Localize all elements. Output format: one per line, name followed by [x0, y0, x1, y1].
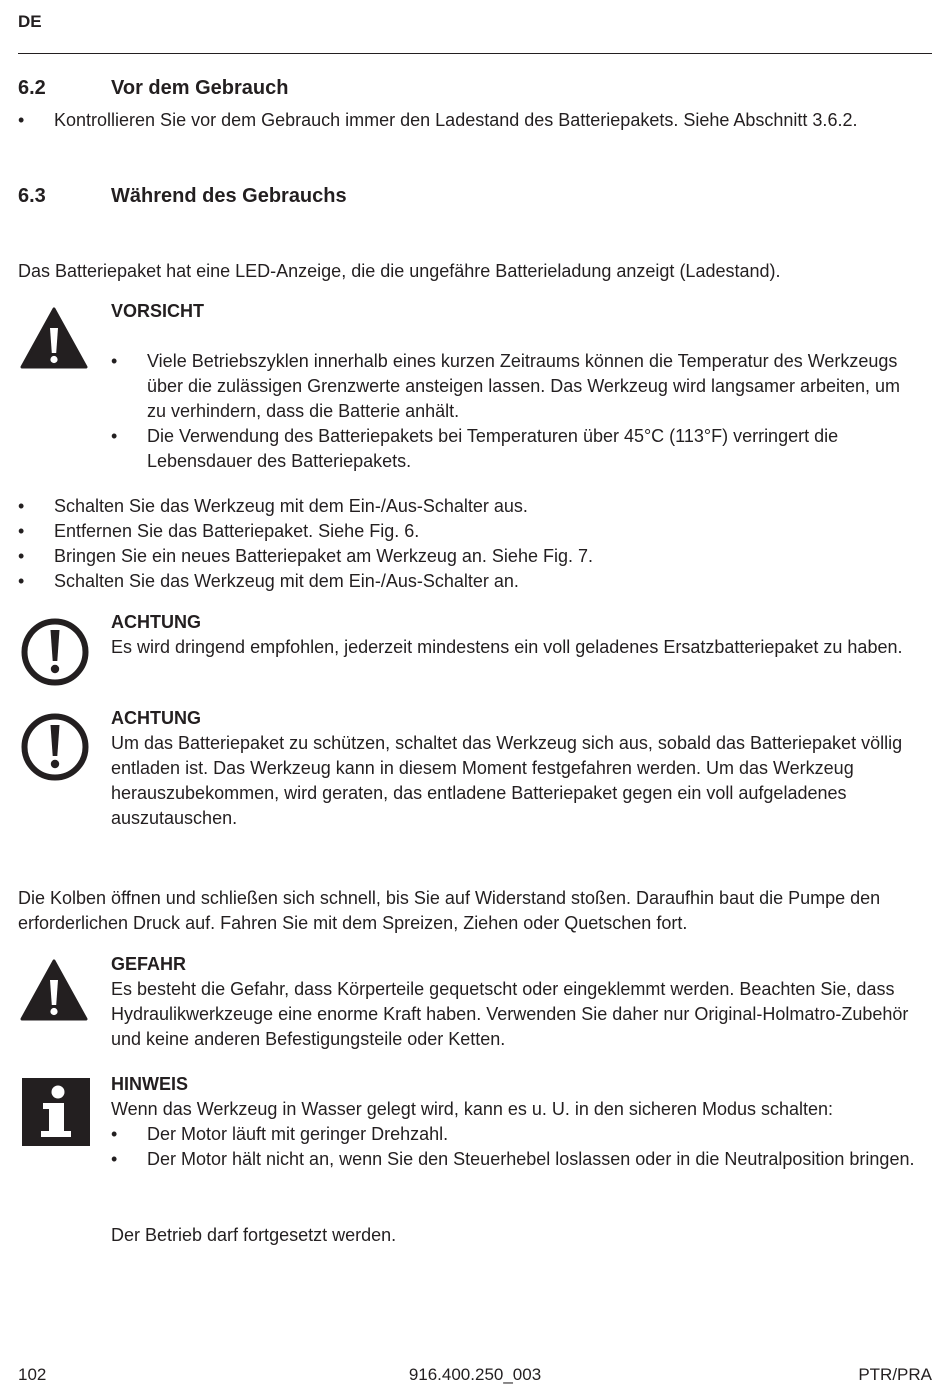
list-item: • Kontrollieren Sie vor dem Gebrauch immer den Ladestand des Batteriepakets. Siehe Abschnitt 3.6.2. [18, 108, 918, 133]
list-item: • Entfernen Sie das Batteriepaket. Siehe Fig. 6. [18, 519, 932, 544]
list-item: • Der Motor hält nicht an, wenn Sie den Steuerhebel loslassen oder in die Neutralposition bringen. [111, 1147, 932, 1172]
warning-triangle-icon [20, 958, 88, 1022]
language-code: DE [18, 12, 42, 31]
header-rule [18, 53, 932, 54]
exclamation-circle-icon [20, 617, 90, 687]
info-after-text: Der Betrieb darf fortgesetzt werden. [111, 1225, 397, 1245]
page-number: 102 [18, 1365, 47, 1384]
section-title-6-3: Während des Gebrauchs [111, 185, 347, 207]
list-item: • Die Verwendung des Batteriepakets bei Temperaturen über 45°C (113°F) verringert die Lebensdauer des Batteriepakets. [111, 424, 923, 474]
info-label: HINWEIS [111, 1074, 189, 1094]
exclamation-circle-icon [20, 712, 90, 782]
caution-label: VORSICHT [111, 301, 205, 321]
list-item: • Bringen Sie ein neues Batteriepaket am Werkzeug an. Siehe Fig. 7. [18, 544, 932, 569]
notice-label: ACHTUNG [111, 708, 201, 728]
operation-paragraph: Die Kolben öffnen und schließen sich schnell, bis Sie auf Widerstand stoßen. Daraufhin baut die Pumpe den erforderlichen Druck auf. Fahren Sie mit dem Spreizen, Ziehen oder Quetschen fort. [18, 888, 881, 933]
bullet-list-6-2 [18, 108, 918, 133]
list-item: • Schalten Sie das Werkzeug mit dem Ein-/Aus-Schalter an. [18, 569, 932, 594]
info-icon [22, 1078, 90, 1146]
intro-paragraph: Das Batteriepaket hat eine LED-Anzeige, die die ungefähre Batterieladung anzeigt (Ladestand). [18, 261, 781, 281]
danger-text: Es besteht die Gefahr, dass Körperteile gequetscht oder eingeklemmt werden. Beachten Sie, dass Hydraulikwerkzeuge eine enorme Kraft haben. Verwenden Sie daher nur Original-Holmatro-Zubehör und keine anderen Befestigungsteile oder Ketten. [111, 979, 909, 1049]
list-item: • Viele Betriebszyklen innerhalb eines kurzen Zeitraums können die Temperatur des Werkzeugs über die zulässigen Grenzwerte ansteigen lassen. Das Werkzeug wird langsamer arbeiten, um zu verhindern, dass die Batterie anhält. [111, 349, 923, 424]
list-item: • Schalten Sie das Werkzeug mit dem Ein-/Aus-Schalter aus. [18, 494, 932, 519]
info-text: Wenn das Werkzeug in Wasser gelegt wird, kann es u. U. in den sicheren Modus schalten: [111, 1099, 834, 1119]
section-number-6-2: 6.2 [18, 77, 46, 99]
document-number: 916.400.250_003 [408, 1365, 542, 1384]
notice-text: Es wird dringend empfohlen, jederzeit mindestens ein voll geladenes Ersatzbatteriepaket zu haben. [111, 637, 903, 657]
caution-list [111, 349, 923, 474]
steps-list [18, 494, 932, 594]
notice-label: ACHTUNG [111, 612, 201, 632]
product-code: PTR/PRA [858, 1365, 932, 1384]
section-title-6-2: Vor dem Gebrauch [111, 77, 289, 99]
notice-text: Um das Batteriepaket zu schützen, schaltet das Werkzeug sich aus, sobald das Batteriepaket völlig entladen ist. Das Werkzeug kann in diesem Moment festgefahren werden. Um das Werkzeug herauszubekommen, wird geraten, das entladene Batteriepaket gegen ein voll aufgeladenes auszutauschen. [111, 733, 903, 828]
list-item: • Der Motor läuft mit geringer Drehzahl. [111, 1122, 932, 1147]
info-list [111, 1122, 932, 1172]
danger-label: GEFAHR [111, 954, 187, 974]
warning-triangle-icon [20, 306, 88, 370]
section-number-6-3: 6.3 [18, 185, 46, 207]
